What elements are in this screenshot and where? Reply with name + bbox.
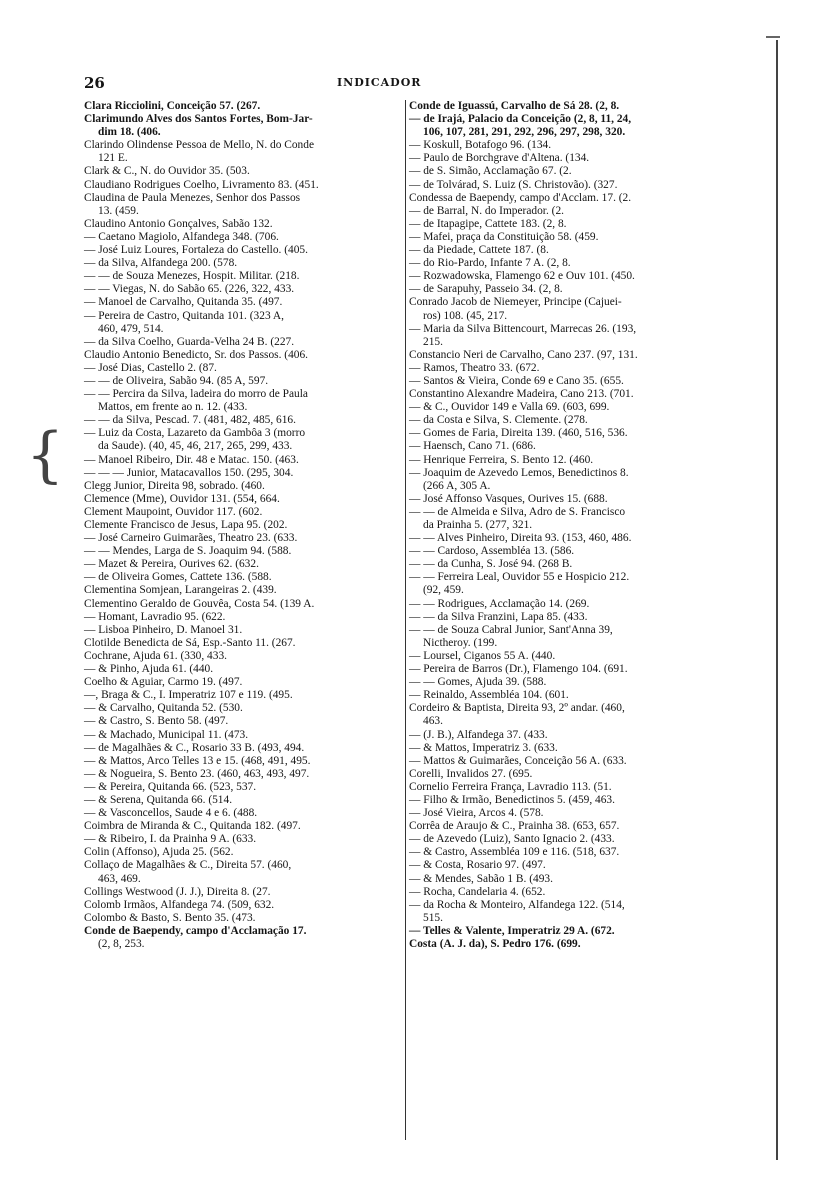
directory-entry: — — Alves Pinheiro, Direita 93. (153, 460, 486.: [409, 532, 632, 545]
directory-entry: Coimbra de Miranda & C., Quitanda 182. (497.: [84, 820, 301, 833]
directory-entry: — de Azevedo (Luiz), Santo Ignacio 2. (433.: [409, 833, 615, 846]
directory-entry: Coelho & Aguiar, Carmo 19. (497.: [84, 676, 243, 689]
directory-entry: — José Vieira, Arcos 4. (578.: [409, 807, 544, 820]
directory-entry: Conrado Jacob de Niemeyer, Principe (Cajuei-: [409, 296, 622, 309]
directory-entry: Colombo & Basto, S. Bento 35. (473.: [84, 911, 256, 924]
directory-entry: Condessa de Baependy, campo d'Acclam. 17. (2.: [409, 191, 632, 204]
directory-entry: — de Magalhães & C., Rosario 33 B. (493, 494.: [84, 741, 305, 754]
directory-entry: — de S. Simão, Acclamação 67. (2.: [409, 165, 572, 178]
directory-entry: Corrêa de Araujo & C., Prainha 38. (653, 657.: [409, 820, 620, 833]
directory-entry: Corelli, Invalidos 27. (695.: [409, 767, 533, 780]
directory-entry: — & Vasconcellos, Saude 4 e 6. (488.: [84, 807, 258, 820]
directory-entry: (266 A, 305 A.: [423, 479, 491, 492]
directory-entry: — Mafei, praça da Constituição 58. (459.: [409, 230, 599, 243]
directory-entry: — Homant, Lavradio 95. (622.: [84, 610, 226, 623]
directory-entry: — Santos & Vieira, Conde 69 e Cano 35. (655.: [409, 374, 624, 387]
directory-entry: — & Mattos, Imperatriz 3. (633.: [409, 741, 558, 754]
directory-entry: — José Affonso Vasques, Ourives 15. (688.: [409, 492, 608, 505]
directory-entry: — — Cardoso, Assembléa 13. (586.: [409, 545, 575, 558]
directory-entry: — Luiz da Costa, Lazareto da Gambôa 3 (morro: [84, 427, 306, 440]
directory-entry: Constantino Alexandre Madeira, Cano 213. (701.: [409, 388, 634, 401]
directory-entry: — — da Silva, Pescad. 7. (481, 482, 485, 616.: [84, 414, 296, 427]
page-number: 26: [84, 74, 105, 92]
right-column: [409, 100, 715, 951]
directory-entry: — de Sarapuhy, Passeio 34. (2, 8.: [409, 283, 563, 296]
directory-entry: — & Pinho, Ajuda 61. (440.: [84, 663, 214, 676]
directory-entry: — Joaquim de Azevedo Lemos, Benedictinos 8.: [409, 466, 629, 479]
directory-entry: — de Irajá, Palacio da Conceição (2, 8, 11, 24,: [409, 113, 632, 126]
directory-entry: — Maria da Silva Bittencourt, Marrecas 26. (193,: [409, 322, 637, 335]
directory-entry: — (J. B.), Alfandega 37. (433.: [409, 728, 548, 741]
directory-entry: Clark & C., N. do Ouvidor 35. (503.: [84, 165, 250, 178]
directory-entry: — — Percira da Silva, ladeira do morro de Paula: [84, 388, 308, 401]
directory-entry: Clement Maupoint, Ouvidor 117. (602.: [84, 505, 263, 518]
directory-entry: — — de Souza Menezes, Hospit. Militar. (218.: [84, 270, 300, 283]
directory-entry: — de Oliveira Gomes, Cattete 136. (588.: [84, 571, 272, 584]
directory-entry: — Paulo de Borchgrave d'Altena. (134.: [409, 152, 590, 165]
directory-entry: —, Braga & C., I. Imperatriz 107 e 119. (495.: [84, 689, 293, 702]
directory-entry: 106, 107, 281, 291, 292, 296, 297, 298, 320.: [423, 126, 626, 139]
directory-entry: — José Luiz Loures, Fortaleza do Castello. (405.: [84, 244, 308, 257]
directory-entry: — & C., Ouvidor 149 e Valla 69. (603, 699.: [409, 401, 610, 414]
directory-entry: Cornelio Ferreira França, Lavradio 113. (51.: [409, 780, 612, 793]
directory-entry: — — Rodrigues, Acclamação 14. (269.: [409, 597, 590, 610]
directory-entry: da Prainha 5. (277, 321.: [423, 519, 533, 531]
directory-entry: — Manoel de Carvalho, Quitanda 35. (497.: [84, 296, 283, 309]
directory-entry: — — Mendes, Larga de S. Joaquim 94. (588.: [84, 545, 292, 558]
directory-entry: Claudio Antonio Benedicto, Sr. dos Passos. (406.: [84, 348, 309, 361]
directory-entry: — Manoel Ribeiro, Dir. 48 e Matac. 150. (463.: [84, 453, 299, 466]
directory-entry: — Haensch, Cano 71. (686.: [409, 440, 536, 453]
directory-entry: — da Silva, Alfandega 200. (578.: [84, 257, 238, 270]
column-divider: [405, 100, 406, 1140]
directory-entry: — — da Silva Franzini, Lapa 85. (433.: [409, 610, 588, 623]
binding-edge-line: [776, 40, 778, 1160]
directory-entry: Costa (A. J. da), S. Pedro 176. (699.: [409, 938, 581, 950]
directory-entry: — da Piedade, Cattete 187. (8.: [409, 244, 549, 257]
directory-entry: — Mattos & Guimarães, Conceição 56 A. (633.: [409, 754, 627, 767]
directory-entry: (2, 8, 253.: [98, 938, 145, 950]
directory-entry: Conde de Baependy, campo d'Acclamação 17.: [84, 924, 307, 937]
directory-entry: — & Carvalho, Quitanda 52. (530.: [84, 702, 243, 715]
directory-entry: — — de Almeida e Silva, Adro de S. Francisco: [409, 505, 626, 518]
directory-entry: — Koskull, Botafogo 96. (134.: [409, 139, 552, 152]
directory-entry: — & Mattos, Arco Telles 13 e 15. (468, 491, 495.: [84, 754, 311, 767]
directory-entry: Collaço de Magalhães & C., Direita 57. (460,: [84, 859, 292, 872]
directory-entry: Clementino Geraldo de Gouvêa, Costa 54. (139 A.: [84, 597, 315, 610]
directory-entry: — da Rocha & Monteiro, Alfandega 122. (514,: [409, 898, 625, 911]
directory-entry: dim 18. (406.: [98, 126, 161, 139]
directory-entry: — Lisboa Pinheiro, D. Manoel 31.: [84, 623, 243, 636]
directory-entry: — — de Oliveira, Sabão 94. (85 A, 597.: [84, 374, 269, 387]
directory-entry: Constancio Neri de Carvalho, Cano 237. (97, 131.: [409, 348, 638, 361]
directory-entry: — de Barral, N. do Imperador. (2.: [409, 204, 564, 217]
directory-entry: — Pereira de Barros (Dr.), Flamengo 104. (691.: [409, 663, 628, 676]
left-column: [84, 100, 402, 951]
directory-entry: Claudina de Paula Menezes, Senhor dos Passos: [84, 191, 301, 204]
directory-entry: — da Costa e Silva, S. Clemente. (278.: [409, 414, 588, 427]
directory-entry: Clementina Somjean, Larangeiras 2. (439.: [84, 584, 277, 597]
directory-entry: (92, 459.: [423, 584, 464, 597]
directory-entry: — de Tolvárad, S. Luiz (S. Christovão). (327.: [409, 178, 618, 191]
directory-entry: — Caetano Magiolo, Alfandega 348. (706.: [84, 230, 279, 243]
directory-entry: — — de Souza Cabral Junior, Sant'Anna 39,: [409, 623, 613, 636]
directory-entry: 460, 479, 514.: [98, 322, 164, 335]
margin-brace-mark: {: [26, 420, 65, 490]
directory-entry: Colin (Affonso), Ajuda 25. (562.: [84, 846, 234, 859]
directory-entry: Clegg Junior, Direita 98, sobrado. (460.: [84, 479, 265, 492]
directory-entry: — & Castro, Assembléa 109 e 116. (518, 637.: [409, 846, 620, 859]
directory-entry: — Gomes de Faria, Direita 139. (460, 516, 536.: [409, 427, 628, 440]
directory-entry: — Rocha, Candelaria 4. (652.: [409, 885, 546, 898]
directory-entry: — Filho & Irmão, Benedictinos 5. (459, 463.: [409, 793, 615, 806]
directory-entry: Conde de Iguassú, Carvalho de Sá 28. (2, 8.: [409, 100, 620, 112]
directory-entry: Colomb Irmãos, Alfandega 74. (509, 632.: [84, 898, 275, 911]
directory-entry: — & Mendes, Sabão 1 B. (493.: [409, 872, 553, 885]
directory-entry: Clemence (Mme), Ouvidor 131. (554, 664.: [84, 492, 280, 505]
directory-entry: da Saude). (40, 45, 46, 217, 265, 299, 433.: [98, 440, 293, 453]
directory-entry: — — Gomes, Ajuda 39. (588.: [409, 676, 547, 689]
directory-entry: — & Machado, Municipal 11. (473.: [84, 728, 249, 741]
directory-entry: — de Itapagipe, Cattete 183. (2, 8.: [409, 217, 567, 230]
directory-entry: — José Carneiro Guimarães, Theatro 23. (633.: [84, 532, 298, 545]
directory-entry: — Reinaldo, Assembléa 104. (601.: [409, 689, 569, 702]
directory-entry: 13. (459.: [98, 204, 139, 217]
directory-entry: — — da Cunha, S. José 94. (268 B.: [409, 558, 573, 571]
directory-entry: — Loursel, Ciganos 55 A. (440.: [409, 649, 556, 662]
directory-entry: Nictheroy. (199.: [423, 636, 498, 649]
directory-entry: — do Rio-Pardo, Infante 7 A. (2, 8.: [409, 257, 571, 270]
binding-edge-tick: [766, 36, 780, 38]
directory-entry: — da Silva Coelho, Guarda-Velha 24 B. (227.: [84, 335, 295, 348]
directory-entry: — & Ribeiro, I. da Prainha 9 A. (633.: [84, 833, 257, 846]
directory-entry: ros) 108. (45, 217.: [423, 309, 508, 322]
directory-entry: Mattos, em frente ao n. 12. (433.: [98, 401, 248, 414]
directory-entry: — Mazet & Pereira, Ourives 62. (632.: [84, 558, 259, 571]
directory-entry: — & Castro, S. Bento 58. (497.: [84, 715, 229, 728]
directory-entry: — Ramos, Theatro 33. (672.: [409, 361, 540, 374]
directory-entry: 121 E.: [98, 152, 128, 165]
directory-entry: Collings Westwood (J. J.), Direita 8. (27.: [84, 885, 271, 898]
directory-entry: — Henrique Ferreira, S. Bento 12. (460.: [409, 453, 594, 466]
directory-entry: — & Pereira, Quitanda 66. (523, 537.: [84, 780, 257, 793]
directory-entry: Claudiano Rodrigues Coelho, Livramento 83. (451.: [84, 178, 319, 191]
directory-entry: 463.: [423, 715, 443, 728]
directory-entry: — Telles & Valente, Imperatriz 29 A. (672.: [409, 924, 615, 937]
directory-entry: Clemente Francisco de Jesus, Lapa 95. (202.: [84, 519, 288, 531]
directory-entry: — — Viegas, N. do Sabão 65. (226, 322, 433.: [84, 283, 295, 296]
directory-entry: Clotilde Benedicta de Sá, Esp.-Santo 11. (267.: [84, 636, 296, 649]
directory-entry: Claudino Antonio Gonçalves, Sabão 132.: [84, 217, 273, 230]
directory-entry: Cochrane, Ajuda 61. (330, 433.: [84, 649, 227, 662]
directory-entry: — — Ferreira Leal, Ouvidor 55 e Hospicio 212.: [409, 571, 630, 584]
directory-entry: — & Costa, Rosario 97. (497.: [409, 859, 546, 872]
directory-entry: Clarindo Olindense Pessoa de Mello, N. do Conde: [84, 139, 314, 152]
directory-entry: — Pereira de Castro, Quitanda 101. (323 A,: [84, 309, 284, 322]
directory-entry: Cordeiro & Baptista, Direita 93, 2º andar. (460,: [409, 702, 625, 715]
directory-entry: — & Nogueira, S. Bento 23. (460, 463, 493, 497.: [84, 767, 310, 780]
directory-entry: 463, 469.: [98, 872, 141, 885]
directory-entry: — — — Junior, Matacavallos 150. (295, 304.: [84, 466, 294, 479]
directory-entry: — & Serena, Quitanda 66. (514.: [84, 793, 233, 806]
directory-entry: — Rozwadowska, Flamengo 62 e Ouv 101. (450.: [409, 270, 635, 283]
directory-entry: Clarimundo Alves dos Santos Fortes, Bom-Jar-: [84, 113, 313, 126]
directory-entry: — José Dias, Castello 2. (87.: [84, 361, 217, 374]
directory-entry: Clara Ricciolini, Conceição 57. (267.: [84, 100, 261, 112]
directory-entry: 215.: [423, 335, 443, 348]
directory-entry: 515.: [423, 911, 443, 924]
page-title: INDICADOR: [337, 76, 422, 89]
